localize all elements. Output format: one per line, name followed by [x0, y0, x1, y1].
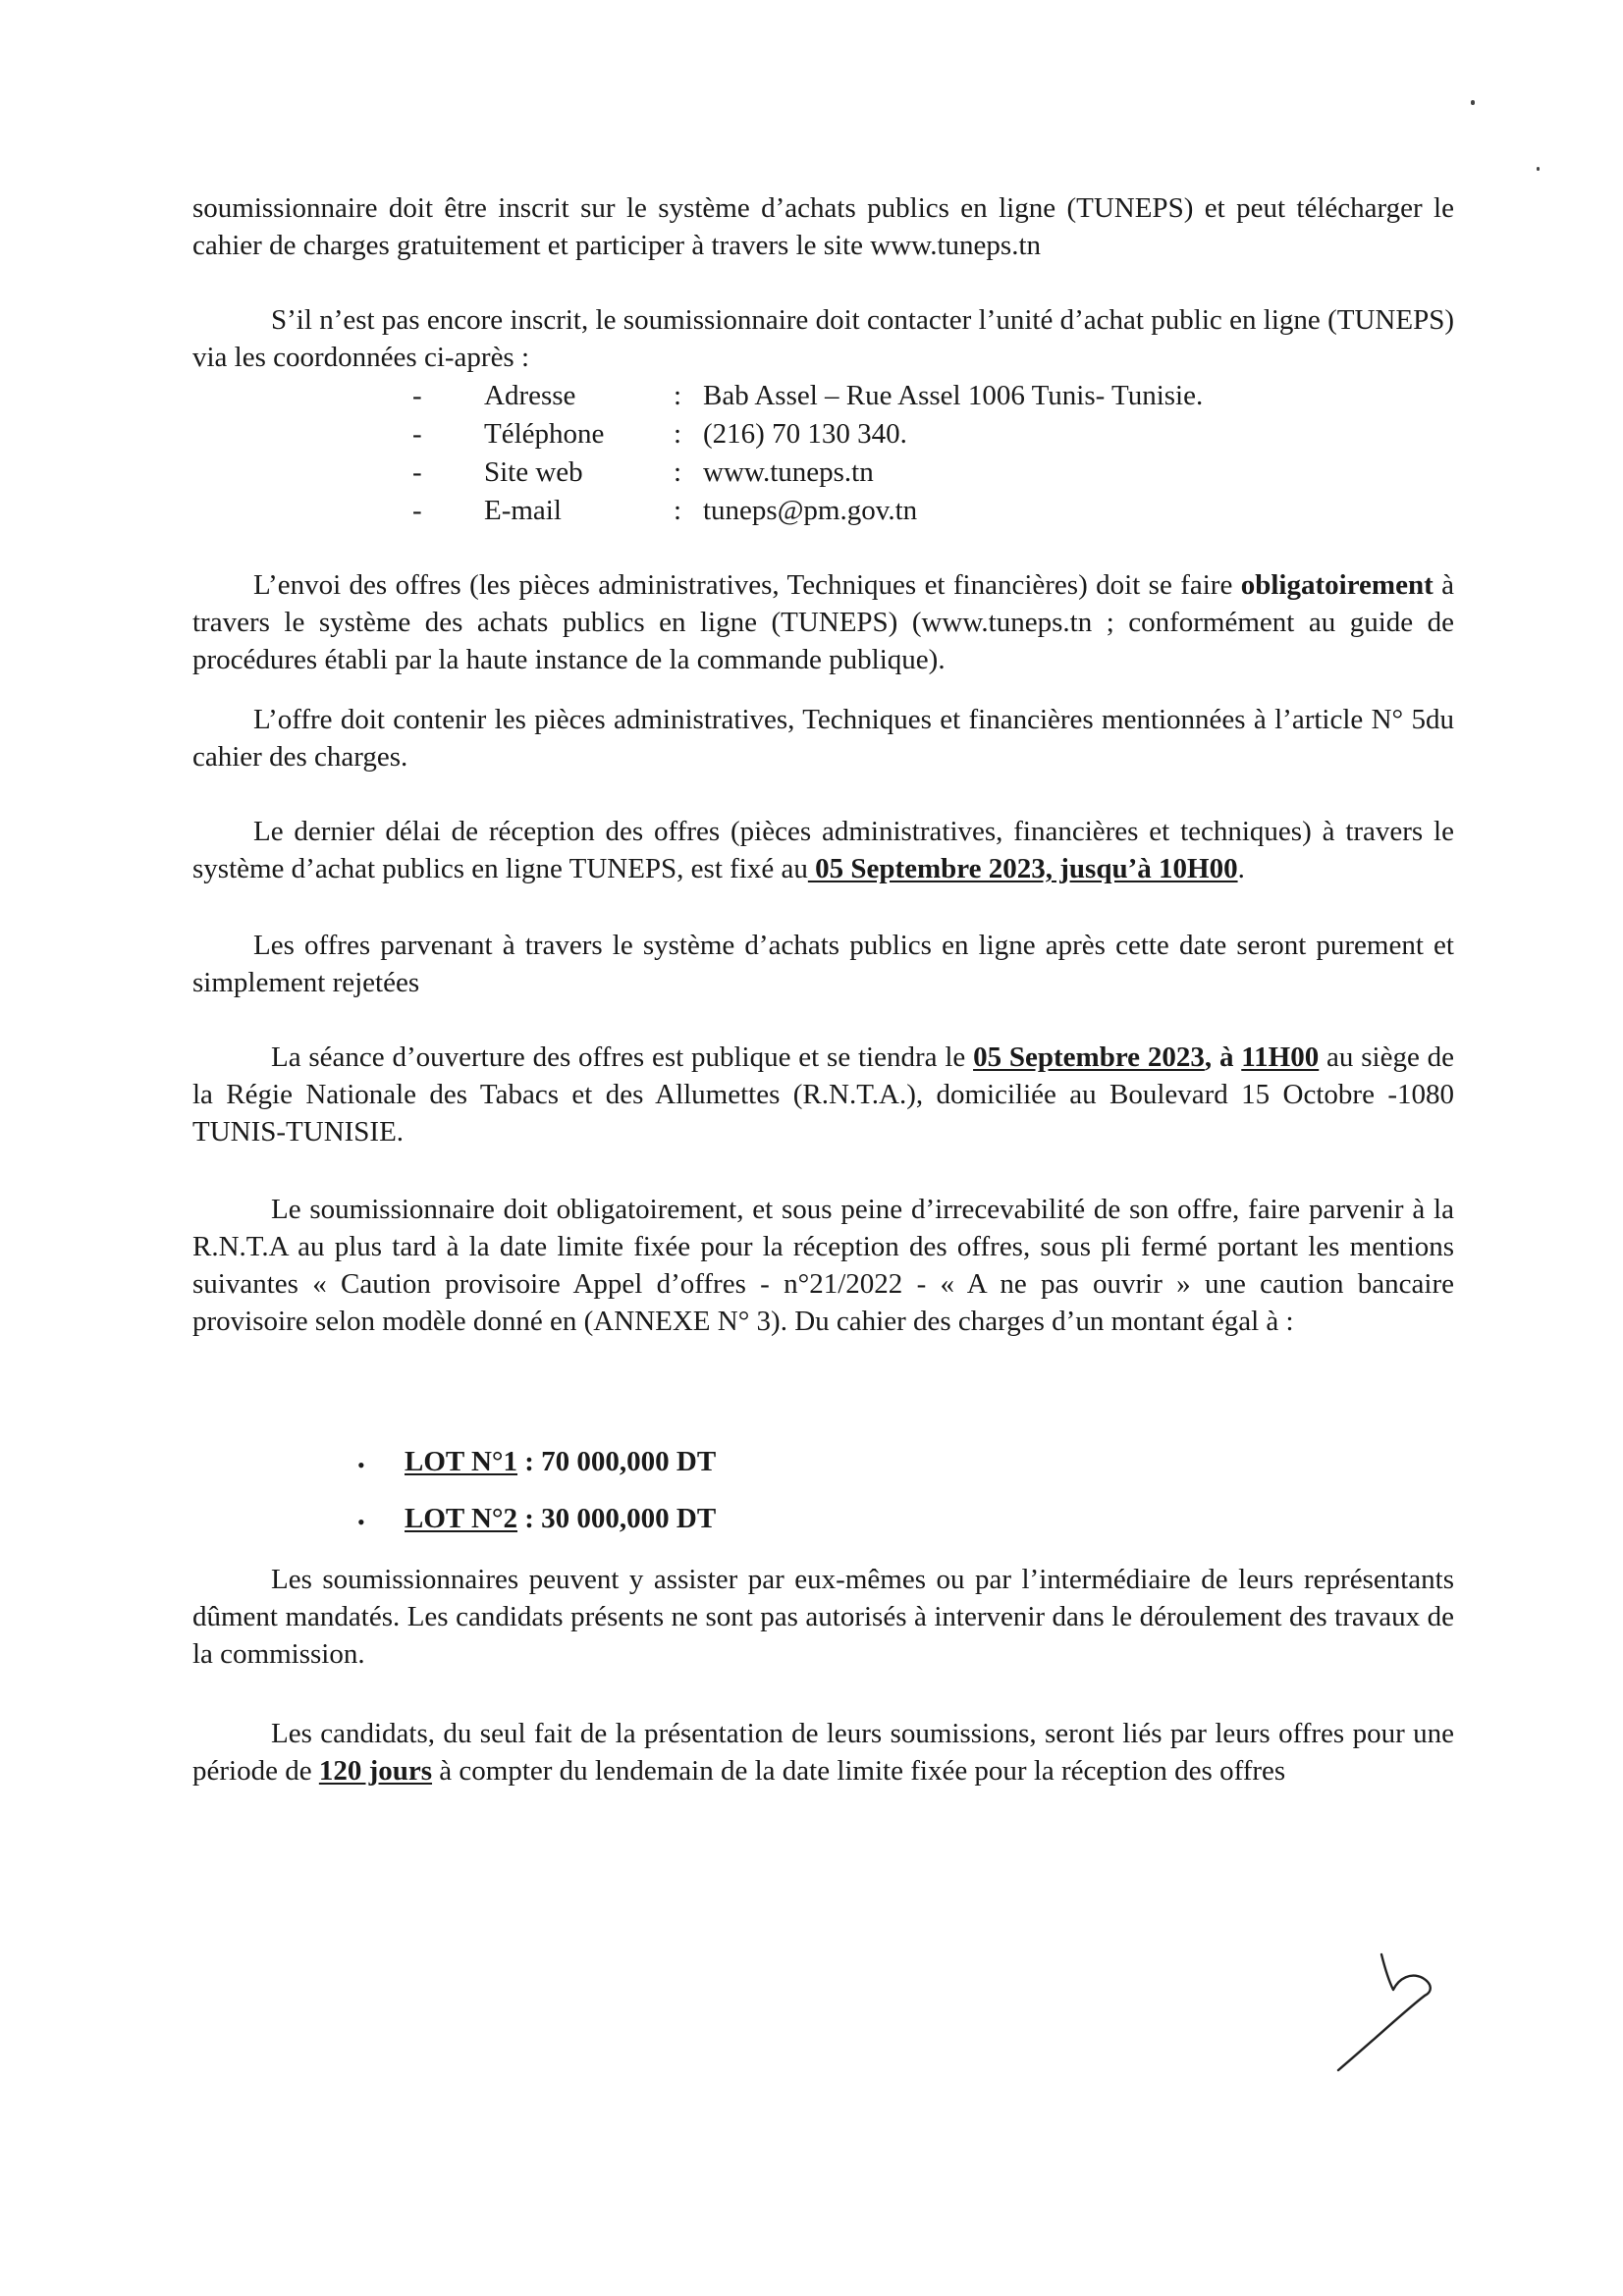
paragraph-late-offers: Les offres parvenant à travers le système d’achats publics en ligne après cette date seront purement et simplement rejetées [192, 930, 1454, 998]
text: Les candidats, du seul fait de la présentation de leurs soumissions, seront liés par leurs offres pour une période de [192, 1718, 1454, 1787]
text: , à [1204, 1041, 1242, 1073]
lot-amount: : 30 000,000 DT [517, 1503, 717, 1534]
lot-name: LOT N°1 [405, 1446, 518, 1477]
paragraph-opening-session [192, 1039, 1454, 1150]
contact-value: www.tuneps.tn [703, 456, 874, 488]
text: L’envoi des offres (les pièces administratives, Techniques et financières) doit se faire [253, 569, 1233, 601]
paragraph-validity-period [192, 1715, 1454, 1789]
lot-item-2 [405, 1500, 716, 1539]
handwritten-signature-icon [1321, 1949, 1468, 2076]
contact-value: Bab Assel – Rue Assel 1006 Tunis- Tunisie. [703, 380, 1204, 411]
contact-row-email [0, 492, 1623, 529]
text: Le dernier délai de réception des offres (pièces administratives, financières et techniques) à travers le système d’achat publics en ligne TUNEPS, est fixé au [192, 816, 1454, 884]
scan-speck [1471, 100, 1475, 105]
text: à compter du lendemain de la date limite fixée pour la réception des offres [432, 1755, 1286, 1787]
paragraph-bank-guarantee: Le soumissionnaire doit obligatoirement, et sous peine d’irrecevabilité de son offre, faire parvenir à la R.N.T.A au plus tard à la date limite fixée pour la réception des offres, sous pli fermé portant les mentions suivantes « Caution provisoire Appel d’offres - n°21/2022 - « A ne pas ouvrir » une caution bancaire provisoire selon modèle donné en (ANNEXE N° 3). Du cahier des charges d’un montant égal à : [192, 1194, 1454, 1337]
bullet: • [357, 1453, 365, 1477]
opening-time: 11H00 [1241, 1041, 1320, 1073]
paragraph-deadline [192, 813, 1454, 887]
contact-value: tuneps@pm.gov.tn [703, 495, 918, 526]
contact-value: (216) 70 130 340. [703, 418, 907, 450]
contact-label: Site web [484, 456, 583, 488]
colon: : [674, 418, 682, 450]
paragraph-offer-content: L’offre doit contenir les pièces administratives, Techniques et financières mentionnées à l’article N° 5du cahier des charges. [192, 704, 1454, 773]
scan-speck [1537, 167, 1540, 171]
contact-label: Adresse [484, 380, 576, 411]
text: à travers le système des achats publics en ligne (TUNEPS) (www.tuneps.tn ; conformément au guide de procédures établi par la haute instance de la commande publique). [192, 569, 1455, 675]
paragraph-submission [192, 566, 1454, 678]
paragraph-contact-intro: S’il n’est pas encore inscrit, le soumissionnaire doit contacter l’unité d’achat public en ligne (TUNEPS) via les coordonnées ci-après : [192, 304, 1454, 373]
lot-amount: : 70 000,000 DT [517, 1446, 717, 1477]
colon: : [674, 380, 682, 411]
dash: - [412, 380, 422, 411]
dash: - [412, 495, 422, 526]
text: . [1237, 853, 1245, 884]
contact-label: Téléphone [484, 418, 605, 450]
text: La séance d’ouverture des offres est publique et se tiendra le [271, 1041, 974, 1073]
contact-row-address [0, 377, 1623, 414]
contact-label: E-mail [484, 495, 562, 526]
paragraph-registration: soumissionnaire doit être inscrit sur le système d’achats publics en ligne (TUNEPS) et peut télécharger le cahier de charges gratuitement et participer à travers le site www.tuneps.tn [192, 192, 1454, 261]
lot-item-1 [405, 1443, 716, 1482]
contact-row-website [0, 454, 1623, 491]
validity-days: 120 jours [318, 1755, 433, 1787]
opening-date: 05 Septembre 2023 [973, 1041, 1205, 1073]
bold-text: obligatoirement [1240, 569, 1434, 601]
text: au siège de la Régie Nationale des Tabacs et des Allumettes (R.N.T.A.), domiciliée au Boulevard 15 Octobre -1080 TUNIS-TUNISIE. [192, 1041, 1455, 1148]
paragraph-attendance: Les soumissionnaires peuvent y assister par eux-mêmes ou par l’intermédiaire de leurs représentants dûment mandatés. Les candidats présents ne sont pas autorisés à intervenir dans le déroulement des travaux de la commission. [192, 1564, 1454, 1670]
colon: : [674, 456, 682, 488]
dash: - [412, 418, 422, 450]
lot-name: LOT N°2 [405, 1503, 518, 1534]
deadline-date: 05 Septembre 2023, jusqu’à 10H00 [807, 853, 1238, 884]
contact-row-phone [0, 415, 1623, 453]
dash: - [412, 456, 422, 488]
bullet: • [357, 1510, 365, 1534]
colon: : [674, 495, 682, 526]
